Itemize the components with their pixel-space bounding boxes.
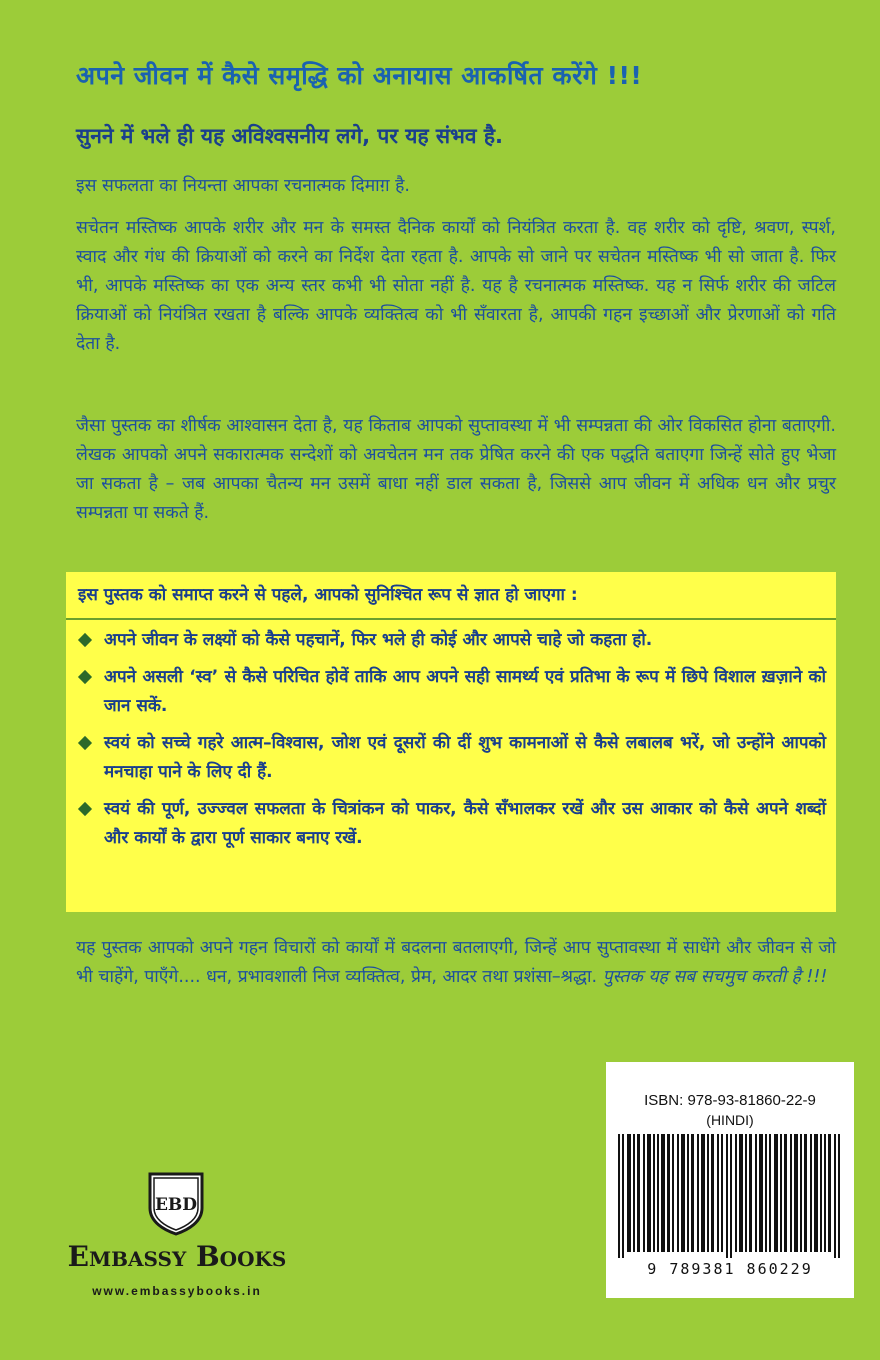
diamond-bullet-icon xyxy=(78,633,92,647)
list-item xyxy=(76,663,826,721)
list-item-text: अपने असली ‘स्व’ से कैसे परिचित होवें ताकि आप अपने सही सामर्थ्य एवं प्रतिभा के रूप में छिपे विशाल ख़ज़ाने को जान सकें. xyxy=(104,667,826,716)
barcode-icon xyxy=(616,1134,844,1258)
paragraph-conscious-mind: सचेतन मस्तिष्क आपके शरीर और मन के समस्त दैनिक कार्यों को नियंत्रित करता है. वह शरीर को दृष्टि, श्रवण, स्पर्श, स्वाद और गंध की क्रियाओं को करने का निर्देश देता रहता है. आपके सो जाने पर सचेतन मस्तिष्क भी सो जाता है. फिर भी, आपके मस्तिष्क का एक अन्य स्तर कभी भी सोता नहीं है. यह है रचनात्मक मस्तिष्क. यह न सिर्फ शरीर की जटिल क्रियाओं को नियंत्रित रखता है बल्कि आपके व्यक्तित्व को भी सँवारता है, आपकी गहन इच्छाओं और प्रेरणाओं को गति देता है. xyxy=(76,218,836,354)
subheadline: सुनने में भले ही यह अविश्वसनीय लगे, पर यह संभव है. xyxy=(76,124,503,148)
list-item xyxy=(76,626,826,655)
paragraph-creative-mind: इस सफलता का नियन्ता आपका रचनात्मक दिमाग़ है. xyxy=(76,176,410,196)
isbn-label: ISBN: 978-93-81860-22-9 xyxy=(644,1092,816,1109)
headline: अपने जीवन में कैसे समृद्धि को अनायास आकर्षित करेंगे !!! xyxy=(76,61,643,90)
benefit-list xyxy=(76,626,826,861)
logo-text: EBD xyxy=(154,1195,198,1215)
ebd-shield-logo xyxy=(144,1170,208,1236)
publisher-website: www.embassybooks.in xyxy=(92,1284,262,1298)
list-item-text: अपने जीवन के लक्ष्यों को कैसे पहचानें, फिर भले ही कोई और आपसे चाहे जो कहता हो. xyxy=(104,630,653,650)
barcode-digits: 9 789381 860229 xyxy=(647,1260,813,1278)
highlight-box-intro: इस पुस्तक को समाप्त करने से पहले, आपको सुनिश्चित रूप से ज्ञात हो जाएगा : xyxy=(78,585,578,605)
highlight-box xyxy=(66,572,836,912)
diamond-bullet-icon xyxy=(78,802,92,816)
barcode-panel xyxy=(606,1062,854,1298)
diamond-bullet-icon xyxy=(78,670,92,684)
language-label: (HINDI) xyxy=(706,1112,754,1128)
publisher-name: Embassy Books xyxy=(67,1240,287,1273)
list-item-text: स्वयं की पूर्ण, उज्ज्वल सफलता के चित्रांकन को पाकर, कैसे सँभालकर रखें और उस आकार को कैसे अपने शब्दों और कार्यों के द्वारा पूर्ण साकार बनाए रखें. xyxy=(104,799,826,848)
closing-emphasis: पुस्तक यह सब सचमुच करती है !!! xyxy=(602,967,828,987)
list-item xyxy=(76,729,826,787)
diamond-bullet-icon xyxy=(78,736,92,750)
list-item xyxy=(76,795,826,853)
paragraph-book-promise: जैसा पुस्तक का शीर्षक आश्वासन देता है, यह किताब आपको सुप्तावस्था में भी सम्पन्नता की ओर विकसित होना बताएगी. लेखक आपको अपने सकारात्मक सन्देशों को अवचेतन मन तक प्रेषित करने की एक पद्धति बताएगा जिन्हें सोते हुए भेजा जा सकता है – जब आपका चैतन्य मन उसमें बाधा नहीं डाल सकता है, जिससे आप जीवन में अधिक धन और प्रचुर सम्पन्नता पा सकते हैं. xyxy=(76,416,836,523)
closing-text: यह पुस्तक आपको अपने गहन विचारों को कार्यों में बदलना बतलाएगी, जिन्हें आप सुप्तावस्था में साधेंगे और जीवन से जो भी चाहेंगे, पाएँगे.... धन, प्रभावशाली निज व्यक्तित्व, प्रेम, आदर तथा प्रशंसा–श्रद्धा. xyxy=(76,938,836,987)
divider xyxy=(66,618,836,620)
closing-paragraph xyxy=(76,934,836,992)
list-item-text: स्वयं को सच्चे गहरे आत्म–विश्वास, जोश एवं दूसरों की दीं शुभ कामनाओं से कैसे लबालब भरें, जो उन्होंने आपको मनचाहा पाने के लिए दी हैं. xyxy=(104,733,826,782)
